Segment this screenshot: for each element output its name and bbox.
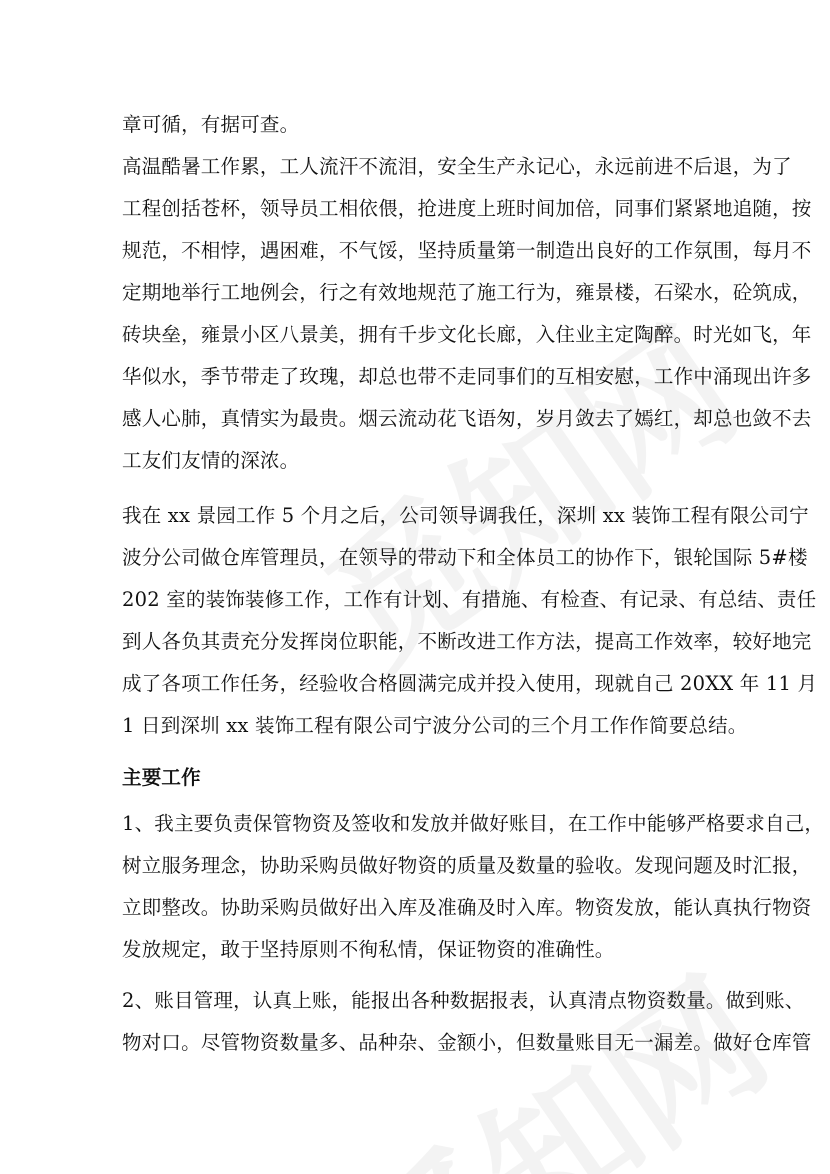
section-heading: 主要工作 bbox=[122, 766, 201, 789]
paragraph-line: 我在 xx 景园工作 5 个月之后，公司领导调我任，深圳 xx 装饰工程有限公司宁 bbox=[122, 504, 809, 527]
paragraph-line: 树立服务理念，协助采购员做好物资的质量及数量的验收。发现问题及时汇报， bbox=[122, 854, 812, 877]
paragraph-line: 202 室的装饰装修工作，工作有计划、有措施、有检查、有记录、有总结、责任 bbox=[122, 588, 817, 611]
paragraph-line: 高温酷暑工作累，工人流汗不流泪，安全生产永记心，永远前进不后退，为了 bbox=[122, 155, 792, 178]
paragraph-line: 物对口。尽管物资数量多、品种杂、金额小，但数量账目无一漏差。做好仓库管 bbox=[122, 1031, 812, 1054]
paragraph-line: 定期地举行工地例会，行之有效地规范了施工行为，雍景楼，石梁水，砼筑成， bbox=[122, 281, 812, 304]
paragraph-line: 砖块垒，雍景小区八景美，拥有千步文化长廊，入住业主定陶醉。时光如飞，年 bbox=[122, 323, 812, 346]
paragraph-line: 工程创括苍杯，领导员工相依偎，抢进度上班时间加倍，同事们紧紧地追随，按 bbox=[122, 197, 812, 220]
paragraph-line: 2、账目管理，认真上账，能报出各种数据报表，认真清点物资数量。做到账、 bbox=[122, 989, 805, 1012]
paragraph-line: 发放规定，敢于坚持原则不徇私情，保证物资的准确性。 bbox=[122, 938, 615, 961]
paragraph-line: 立即整改。协助采购员做好出入库及准确及时入库。物资发放，能认真执行物资 bbox=[122, 896, 812, 919]
paragraph-line: 到人各负其责充分发挥岗位职能，不断改进工作方法，提高工作效率，较好地完 bbox=[122, 630, 812, 653]
paragraph-line: 规范，不相悖，遇困难，不气馁，坚持质量第一制造出良好的工作氛围，每月不 bbox=[122, 239, 812, 262]
paragraph-line: 1 日到深圳 xx 装饰工程有限公司宁波分公司的三个月工作作简要总结。 bbox=[122, 714, 748, 737]
paragraph-line: 华似水，季节带走了玫瑰，却总也带不走同事们的互相安慰，工作中涌现出许多 bbox=[122, 365, 812, 388]
paragraph-line: 章可循，有据可查。 bbox=[122, 113, 300, 136]
paragraph-line: 工友们友情的深浓。 bbox=[122, 449, 300, 472]
paragraph-line: 成了各项工作任务，经验收合格圆满完成并投入使用，现就自己 20XX 年 11 月 bbox=[122, 672, 818, 695]
paragraph-line: 波分公司做仓库管理员，在领导的带动下和全体员工的协作下，银轮国际 5#楼 bbox=[122, 546, 808, 569]
paragraph-line: 1、我主要负责保管物资及签收和发放并做好账目，在工作中能够严格要求自己， bbox=[122, 812, 825, 835]
paragraph-line: 感人心肺，真情实为最贵。烟云流动花飞语匆，岁月敛去了嫣红，却总也敛不去 bbox=[122, 407, 812, 430]
